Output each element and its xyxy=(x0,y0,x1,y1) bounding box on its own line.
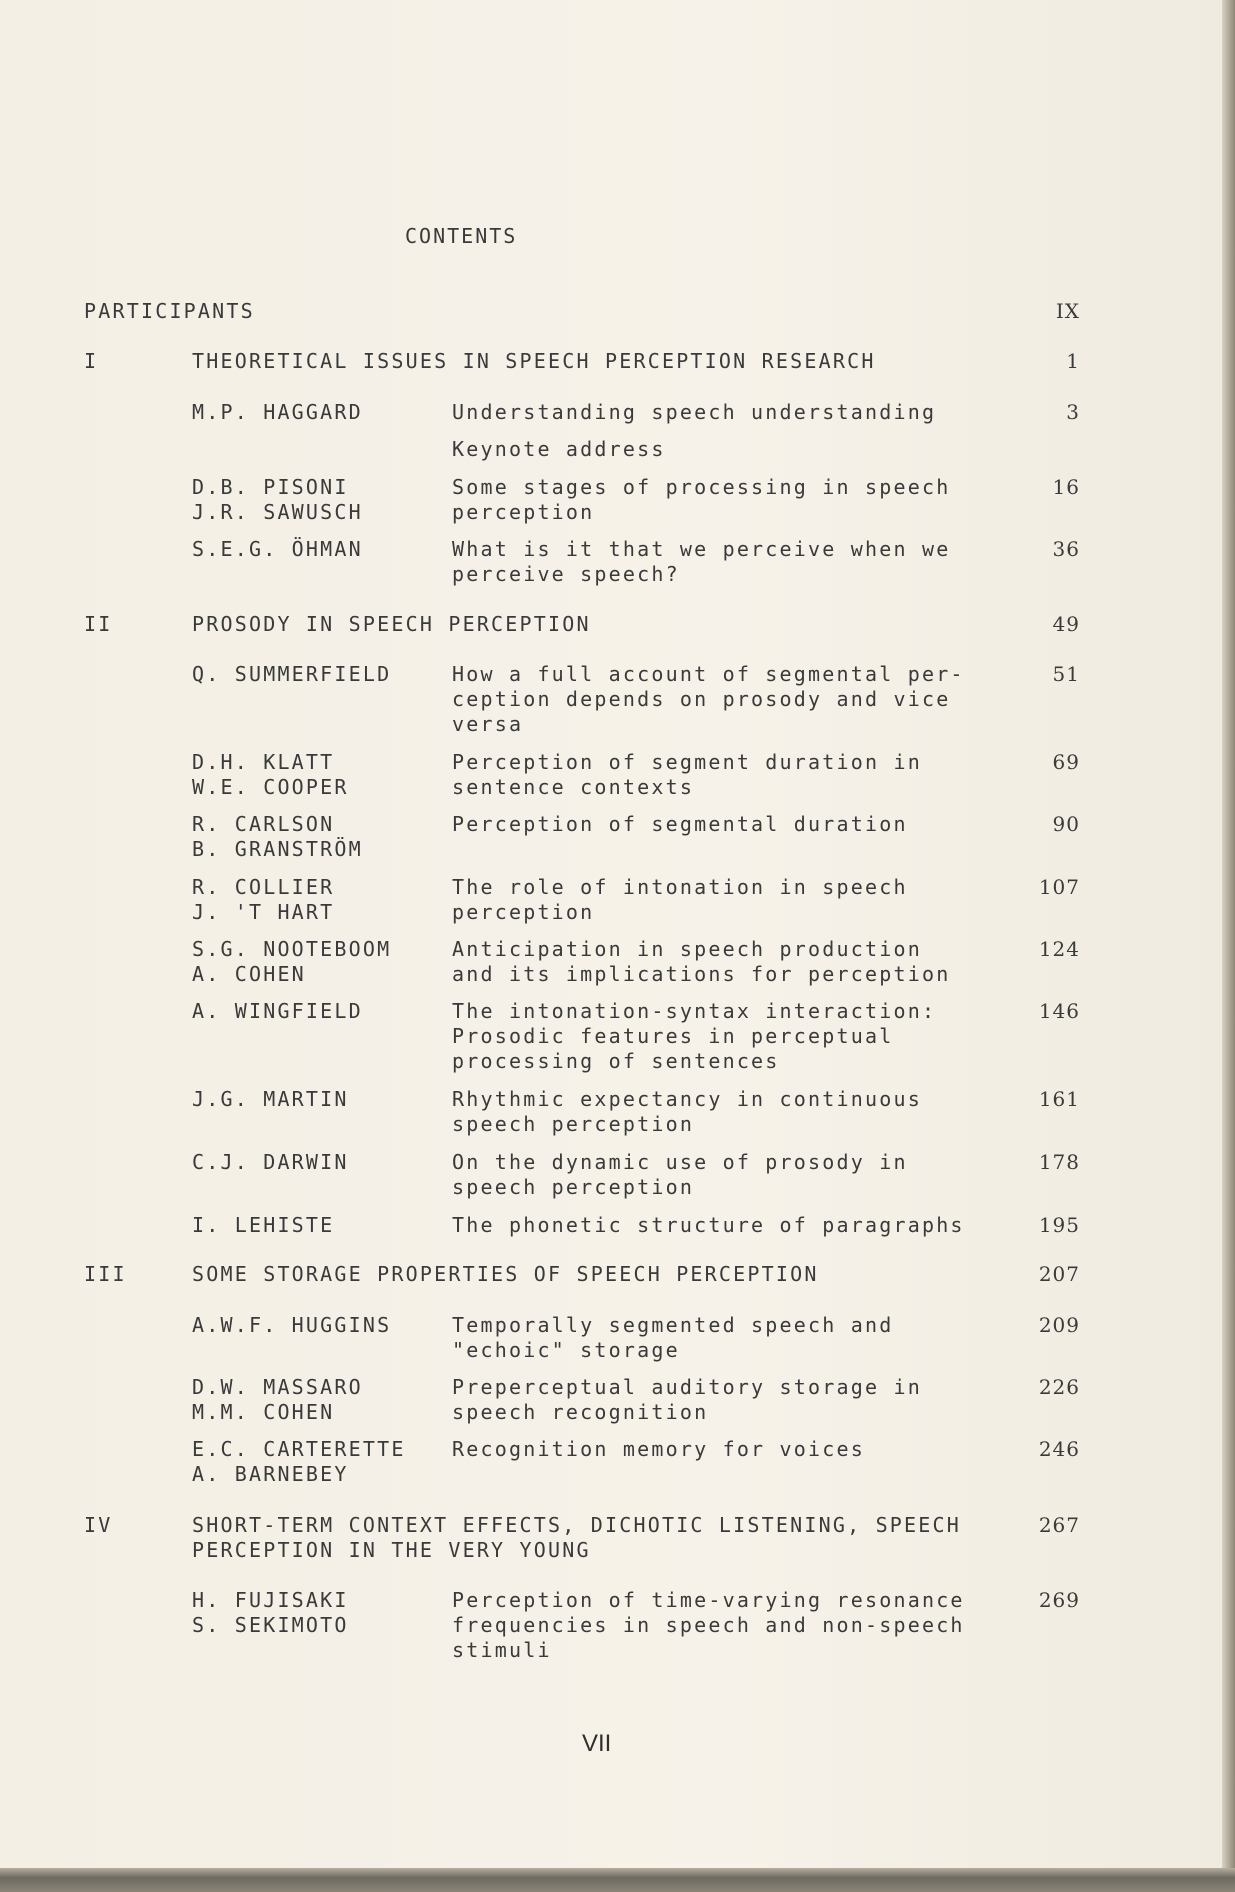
section-page: 267 xyxy=(1038,1513,1080,1537)
section-numeral: III xyxy=(84,1262,127,1286)
entry-author: S.E.G. ÖHMAN xyxy=(192,537,363,561)
entry-subtitle: Keynote address xyxy=(452,437,666,461)
entry-page: 146 xyxy=(1038,999,1080,1023)
entry-title-line: perception xyxy=(452,900,595,924)
entry-title-line: "echoic" storage xyxy=(452,1338,680,1362)
entry-page: 209 xyxy=(1038,1313,1080,1337)
entry-page: 161 xyxy=(1038,1087,1080,1111)
entry-title-line: speech perception xyxy=(452,1175,695,1199)
entry-title-line: Understanding speech understanding xyxy=(452,400,937,424)
entry-author: C.J. DARWIN xyxy=(192,1150,349,1174)
entry-author: D.H. KLATT xyxy=(192,750,335,774)
entry-page: 178 xyxy=(1038,1150,1080,1174)
entry-title-line: processing of sentences xyxy=(452,1049,780,1073)
participants-label: PARTICIPANTS xyxy=(84,299,255,323)
section-title: SHORT-TERM CONTEXT EFFECTS, DICHOTIC LISTENING, SPEECH xyxy=(192,1513,962,1537)
entry-author: R. CARLSON xyxy=(192,812,335,836)
entry-title-line: Anticipation in speech production xyxy=(452,937,922,961)
section-page: 207 xyxy=(1038,1262,1080,1286)
entry-page: 16 xyxy=(1052,475,1080,499)
entry-title-line: perception xyxy=(452,500,595,524)
entry-author: S.G. NOOTEBOOM xyxy=(192,937,392,961)
entry-author: I. LEHISTE xyxy=(192,1213,335,1237)
entry-author: H. FUJISAKI xyxy=(192,1588,349,1612)
entry-title-line: Temporally segmented speech and xyxy=(452,1313,894,1337)
entry-title-line: The role of intonation in speech xyxy=(452,875,908,899)
entry-title-line: ception depends on prosody and vice xyxy=(452,687,951,711)
entry-page: 36 xyxy=(1052,537,1080,561)
entry-title-line: frequencies in speech and non-speech xyxy=(452,1613,965,1637)
entry-author: A. COHEN xyxy=(192,962,306,986)
entry-title-line: versa xyxy=(452,712,524,736)
entry-page: 124 xyxy=(1038,937,1080,961)
entry-title-line: The phonetic structure of paragraphs xyxy=(452,1213,965,1237)
entry-author: J.R. SAWUSCH xyxy=(192,500,363,524)
section-numeral: IV xyxy=(84,1513,113,1537)
entry-title-line: Perception of segmental duration xyxy=(452,812,908,836)
entry-title-line: speech perception xyxy=(452,1112,695,1136)
entry-page: 195 xyxy=(1038,1213,1080,1237)
entry-page: 51 xyxy=(1052,662,1080,686)
entry-author: A. WINGFIELD xyxy=(192,999,363,1023)
page-title: CONTENTS xyxy=(405,224,518,248)
entry-author: E.C. CARTERETTE xyxy=(192,1437,406,1461)
entry-page: 69 xyxy=(1052,750,1080,774)
entry-page: 246 xyxy=(1038,1437,1080,1461)
participants-page: IX xyxy=(1055,299,1080,323)
entry-author: M.P. HAGGARD xyxy=(192,400,363,424)
entry-title-line: Perception of time-varying resonance xyxy=(452,1588,965,1612)
section-page: 49 xyxy=(1052,612,1080,636)
section-title: PERCEPTION IN THE VERY YOUNG xyxy=(192,1538,591,1562)
entry-title-line: sentence contexts xyxy=(452,775,695,799)
section-title: THEORETICAL ISSUES IN SPEECH PERCEPTION RESEARCH xyxy=(192,349,876,373)
entry-title-line: How a full account of segmental per- xyxy=(452,662,965,686)
entry-title-line: stimuli xyxy=(452,1638,552,1662)
entry-title-line: The intonation-syntax interaction: xyxy=(452,999,937,1023)
entry-title-line: Prosodic features in perceptual xyxy=(452,1024,894,1048)
entry-author: M.M. COHEN xyxy=(192,1400,335,1424)
page-edge-bottom xyxy=(0,1868,1235,1892)
entry-author: J.G. MARTIN xyxy=(192,1087,349,1111)
entry-author: A.W.F. HUGGINS xyxy=(192,1313,392,1337)
section-page: 1 xyxy=(1066,349,1080,373)
entry-page: 3 xyxy=(1066,400,1080,424)
entry-author: S. SEKIMOTO xyxy=(192,1613,349,1637)
entry-title-line: Some stages of processing in speech xyxy=(452,475,951,499)
entry-title-line: Rhythmic expectancy in continuous xyxy=(452,1087,922,1111)
entry-page: 107 xyxy=(1038,875,1080,899)
entry-author: D.W. MASSARO xyxy=(192,1375,363,1399)
entry-page: 269 xyxy=(1038,1588,1080,1612)
entry-title-line: and its implications for perception xyxy=(452,962,951,986)
entry-page: 226 xyxy=(1038,1375,1080,1399)
section-numeral: II xyxy=(84,612,113,636)
entry-author: J. 'T HART xyxy=(192,900,335,924)
section-title: PROSODY IN SPEECH PERCEPTION xyxy=(192,612,591,636)
entry-title-line: perceive speech? xyxy=(452,562,680,586)
entry-author: B. GRANSTRÖM xyxy=(192,837,363,861)
entry-author: A. BARNEBEY xyxy=(192,1462,349,1486)
entry-author: D.B. PISONI xyxy=(192,475,349,499)
entry-author: R. COLLIER xyxy=(192,875,335,899)
entry-title-line: Preperceptual auditory storage in xyxy=(452,1375,922,1399)
entry-author: W.E. COOPER xyxy=(192,775,349,799)
page-edge-right xyxy=(1222,0,1235,1892)
entry-author: Q. SUMMERFIELD xyxy=(192,662,392,686)
section-title: SOME STORAGE PROPERTIES OF SPEECH PERCEPTION xyxy=(192,1262,819,1286)
entry-title-line: speech recognition xyxy=(452,1400,709,1424)
entry-page: 90 xyxy=(1052,812,1080,836)
entry-title-line: Perception of segment duration in xyxy=(452,750,922,774)
page-number: VII xyxy=(582,1730,612,1757)
entry-title-line: On the dynamic use of prosody in xyxy=(452,1150,908,1174)
entry-title-line: Recognition memory for voices xyxy=(452,1437,865,1461)
entry-title-line: What is it that we perceive when we xyxy=(452,537,951,561)
section-numeral: I xyxy=(84,349,99,373)
